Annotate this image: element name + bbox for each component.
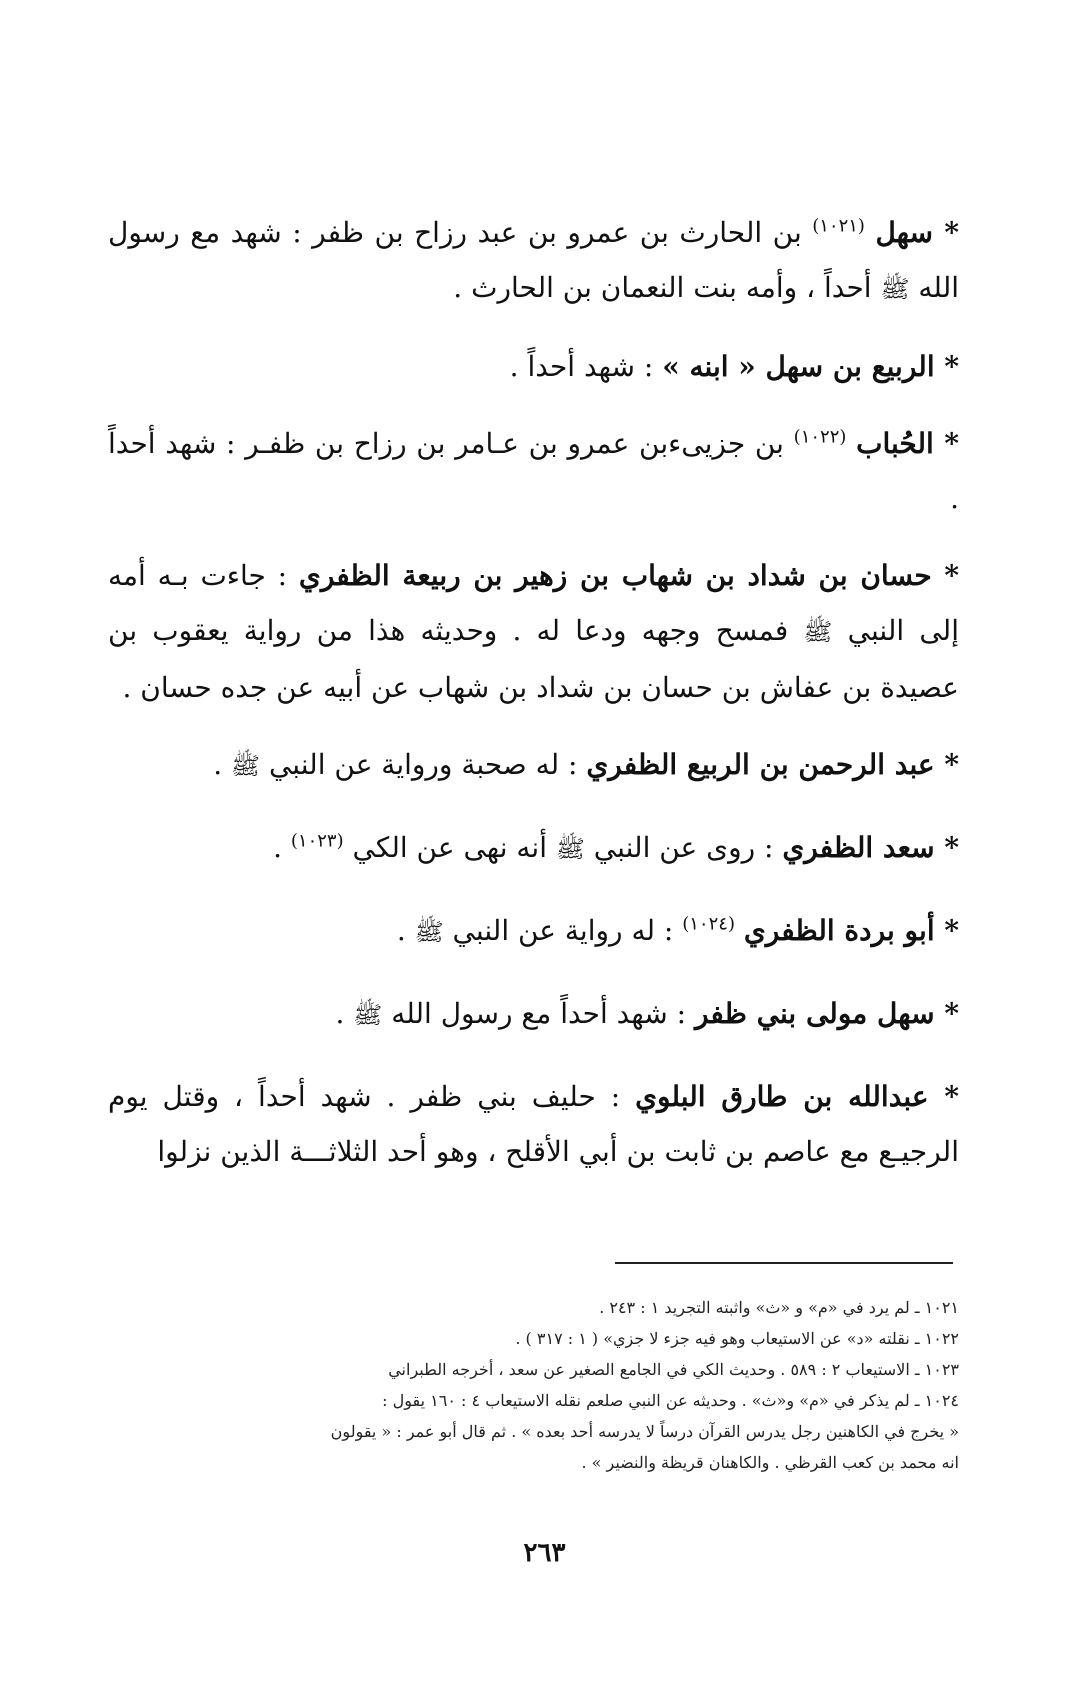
entry-name: * سعد الظفري <box>782 831 959 864</box>
entry-name: * سهل مولى بني ظفر <box>694 997 959 1030</box>
salutation-glyph: ﷺ <box>555 835 585 863</box>
entry-text: : جاءت بـه أمه إلى النبي <box>108 559 959 647</box>
entry-hassan-ibn-shaddad <box>108 548 959 715</box>
entry-abu-burda <box>108 903 959 960</box>
salutation-glyph: ﷺ <box>414 918 444 946</box>
footnote-ref: (١٠٢٣) <box>290 830 344 852</box>
footnote-line: « يخرج في الكاهنين رجل يدرس القرآن درساً لا يدرسه أحد بعده » . ثم قال أبو عمر : « يقولون <box>330 1422 959 1441</box>
page-number: ٢٦٣ <box>523 1538 566 1568</box>
entry-name: * الحُباب <box>856 427 959 460</box>
entry-text: : حليف بني ظفر . شهد أحداً ، وقتل يوم الرجيـع مع عاصم بن ثابت بن أبي الأقلح ، وهو أحد الثلاثـــة الذين نزلوا <box>108 1080 959 1168</box>
footnotes <box>108 1292 959 1478</box>
footnote-line: ١٠٢٤ ـ لم يذكر في «م» و«ث» . وحديثه عن النبي صلعم نقله الاستيعاب ٤ : ١٦٠ يقول : <box>382 1391 959 1410</box>
entry-name: * حسان بن شداد بن شهاب بن زهير بن ربيعة الظفري <box>298 559 960 592</box>
entry-text: بن الحارث بن عمرو بن عبد رزاح بن ظفر : شهد مع رسول الله <box>108 216 959 304</box>
entry-abdullah-ibn-tariq <box>108 1069 959 1179</box>
entry-saad-al-zafari <box>108 820 959 877</box>
entry-al-hubab <box>108 416 959 526</box>
footnote-ref: (١٠٢٢) <box>793 426 847 448</box>
salutation-glyph: ﷺ <box>803 618 833 646</box>
entry-name: * عبدالله بن طارق البلوي <box>635 1080 959 1113</box>
entry-text: بن جزيىءبن عمرو بن عـامر بن رزاح بن ظفـر : شهد أحداً . <box>108 427 959 515</box>
entries-list <box>108 205 959 1201</box>
entry-sahl-mawla <box>108 986 959 1043</box>
entry-name: * عبد الرحمن بن الربيع الظفري <box>586 748 959 781</box>
footnote-ref: (١٠٢٤) <box>682 913 735 935</box>
footnote-line: ١٠٢٣ ـ الاستيعاب ٢ : ٥٨٩ . وحديث الكي في الجامع الصغير عن سعد ، أخرجه الطبراني <box>388 1360 959 1379</box>
entry-name: * سهل <box>875 216 959 249</box>
entry-text: : له رواية عن النبي <box>452 914 674 947</box>
entry-abd-al-rahman <box>108 737 959 794</box>
entry-text: . <box>335 997 345 1030</box>
entry-text: : شهد أحداً مع رسول الله <box>391 997 687 1030</box>
salutation-glyph: ﷺ <box>231 752 261 780</box>
entry-text: : روى عن النبي <box>593 831 774 864</box>
entry-sahl-ibn-al-harith <box>108 205 959 317</box>
footnote-line: انه محمد بن كعب القرظي . والكاهنان قريظة والنضير » . <box>581 1453 959 1472</box>
entry-text: أحداً ، وأمه بنت النعمان بن الحارث . <box>453 271 872 304</box>
footnote-ref: (١٠٢١) <box>812 215 865 237</box>
entry-text: . <box>396 914 406 947</box>
entry-text: : له صحبة ورواية عن النبي <box>268 748 578 781</box>
entry-al-rabi-ibn-sahl <box>108 339 959 394</box>
entry-text: : شهد أحداً . <box>509 350 654 383</box>
entry-name: * الربيع بن سهل « ابنه » <box>662 350 959 383</box>
salutation-glyph: ﷺ <box>880 275 910 303</box>
entry-text: فمسح وجهه ودعا له . وحديثه هذا من رواية يعقوب بن عصيدة بن عفاش بن حسان بن شداد بن شهاب عن أبيه عن جده حسان . <box>108 614 959 704</box>
footnote-line: ١٠٢١ ـ لم يرد في «م» و «ث» واثبته التجريد ١ : ٢٤٣ . <box>599 1298 959 1317</box>
footnote-line: ١٠٢٢ ـ نقلته «د» عن الاستيعاب وهو فيه جزء لا جزي» ( ١ : ٣١٧ ) . <box>515 1329 959 1348</box>
entry-text: . <box>213 748 223 781</box>
footnote-divider <box>615 1262 953 1264</box>
entry-name: * أبو بردة الظفري <box>743 914 959 947</box>
entry-text: . <box>273 831 282 864</box>
entry-text: أنه نهى عن الكي <box>352 831 547 864</box>
salutation-glyph: ﷺ <box>353 1001 383 1029</box>
